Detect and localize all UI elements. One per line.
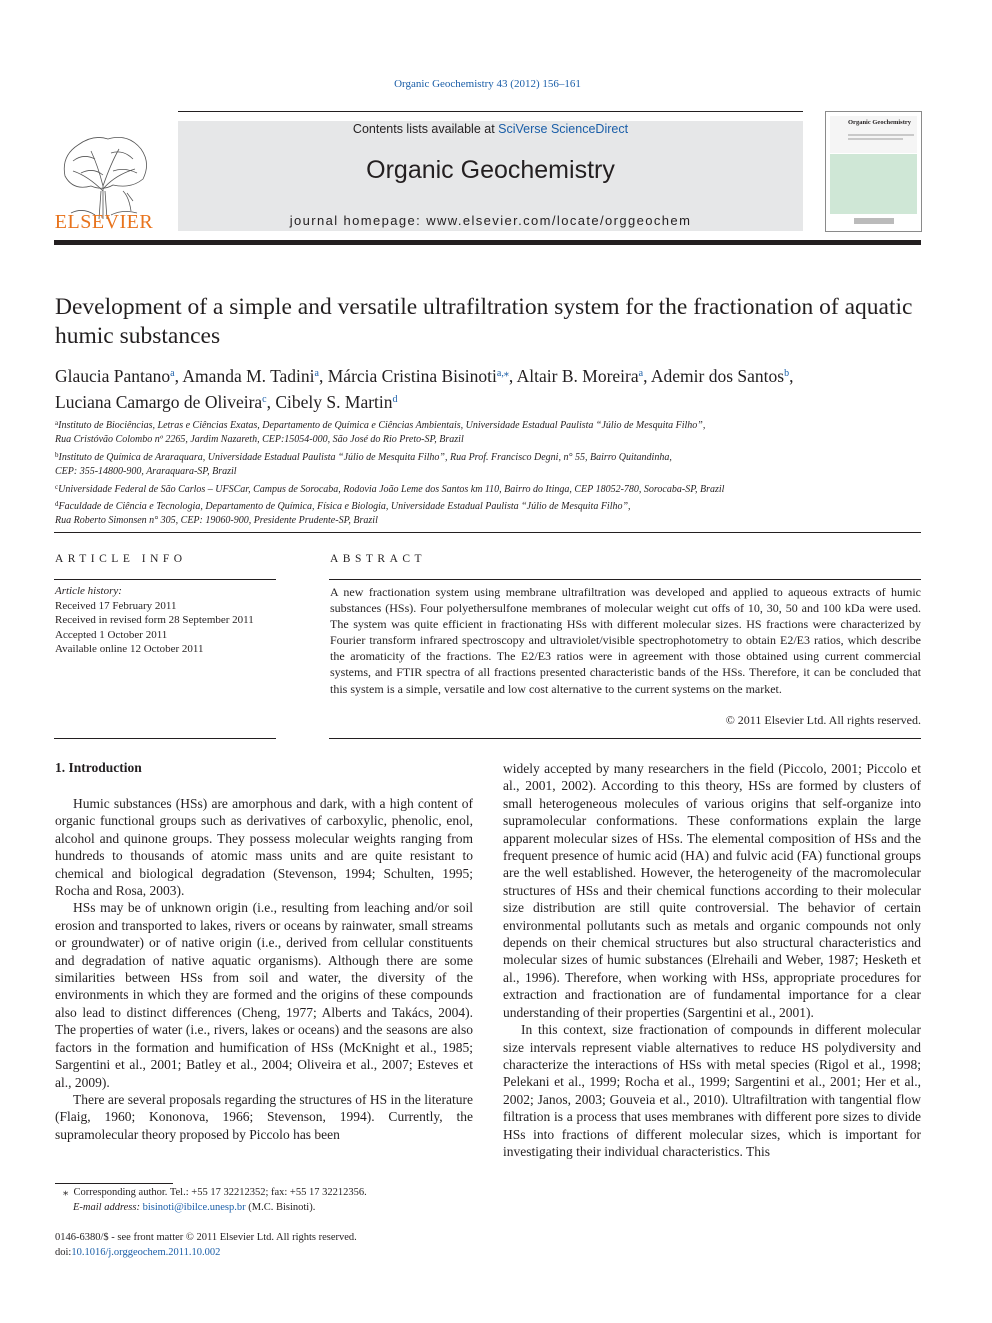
body-paragraph: HSs may be of unknown origin (i.e., resulting from leaching and/or soil erosion and transported to lakes, rivers or oceans by rainwater, small streams or groundwater) or of native origin (i.e., derived from cellular constituents and degradation of native aquatic organisms). Although there are some similarities between HSs from soil and water, the diversity of the environments in which they are formed and the origins of these compounds also lead to distinct differences (Cheng, 1977; Alberts and Takács, 2004). The properties of water (i.e., rivers, lakes or oceans) and the seasons are also factors in the formation and humification of HSs (McKnight et al., 1985; Sargentini et al., 2001; Batley et al., 2004; Oliveira et al., 2007; Esteves et al., 2009). <box>55 900 473 1090</box>
affiliation-mark: a <box>55 419 59 427</box>
article-title: Development of a simple and versatile ultrafiltration system for the fractionation of aquatic humic substances <box>55 294 913 349</box>
journal-reference-link[interactable]: Organic Geochemistry 43 (2012) 156–161 <box>394 78 581 90</box>
cover-green-panel <box>830 154 917 214</box>
sciencedirect-link[interactable]: SciVerse ScienceDirect <box>498 122 629 136</box>
journal-cover-thumbnail[interactable] <box>825 111 922 232</box>
author-separator: , <box>643 366 651 386</box>
author-affiliation-mark[interactable]: a,⁎ <box>496 368 509 379</box>
article-info-rule <box>54 738 276 739</box>
contents-line <box>178 122 803 136</box>
cover-title: Organic Geochemistry <box>848 119 911 126</box>
author-name: Glaucia Pantano <box>55 366 171 386</box>
author-name: Amanda M. Tadini <box>182 366 315 386</box>
email-link[interactable]: bisinoti@ibilce.unesp.br <box>142 1202 246 1213</box>
author-affiliation-mark[interactable]: c <box>262 394 267 405</box>
history-item: Received in revised form 28 September 2011 <box>55 614 254 626</box>
author-list <box>55 362 925 414</box>
author-affiliation-mark[interactable]: a <box>170 368 175 379</box>
email-label: E-mail address: <box>73 1202 140 1213</box>
affiliation-mark: b <box>55 450 59 459</box>
body-paragraph: widely accepted by many researchers in the field (Piccolo, 2001; Piccolo et al., 2001, 2002). According to this theory, HSs are formed by clusters of small heterogeneous molecules of various origins that self-organize into supramolecular conformations. These conformations explain the large apparent molecular sizes of HSs. The elemental composition of HSs and the frequent presence of humic acid (HA) and fulvic acid (FA) functional groups are the well established. However, the heterogeneity of the macromolecular structures of HSs and their chemical functions according to their molecular size distribution are still quite controversial. The behavior of certain environmental pollutants such as metals and organic compounds not only depends on their chemical structures but also structural characteristics and molecular sizes of humic substances (Elrehaili and Weber, 1987; Hesketh et al., 1996). Therefore, when working with HSs, appropriate procedures for extraction and fractionation are of fundamental importance for a clear understanding of their properties (Sargentini et al., 2001). <box>503 761 921 1020</box>
affiliation-line: $^d$Faculdade de Ciência e Tecnologia, Departamento de Química, Física e Biologia, Universidade Estadual Paulista “Júlio de Mesquita Filho”, <box>55 500 631 513</box>
page-footer <box>55 1230 475 1260</box>
top-rule <box>178 111 803 112</box>
author-name: Cibely S. Martin <box>275 392 393 412</box>
article-info-rule <box>54 579 276 580</box>
author-separator: , <box>266 392 276 412</box>
cover-subline <box>848 134 914 136</box>
history-item: Available online 12 October 2011 <box>55 643 204 655</box>
elsevier-wordmark: ELSEVIER <box>54 211 154 233</box>
history-item: Received 17 February 2011 <box>55 599 177 612</box>
author-affiliation-mark[interactable]: a <box>638 368 644 379</box>
section-rule <box>54 532 921 533</box>
cover-subline <box>848 138 903 140</box>
affiliations <box>55 416 925 529</box>
body-column-left <box>55 795 473 1143</box>
abstract-rule <box>329 738 921 739</box>
doi-label: doi: <box>55 1247 72 1258</box>
affiliation-line: $^b$Instituto de Química de Araraquara, Universidade Estadual Paulista “Júlio de Mesquita Filho”, Rua Prof. Francisco Degni, n° 55, Bairro Quitandinha, <box>55 450 672 463</box>
corresponding-author: Corresponding author. Tel.: +55 17 32212352; fax: +55 17 32212356. <box>73 1187 367 1198</box>
abstract-heading: ABSTRACT <box>330 553 427 565</box>
author-separator: , <box>508 366 517 386</box>
author-affiliation-mark[interactable]: b <box>784 368 790 379</box>
issn-line: 0146-6380/$ - see front matter © 2011 Elsevier Ltd. All rights reserved. <box>55 1232 357 1243</box>
abstract-rule <box>329 579 921 580</box>
footnote <box>55 1185 475 1215</box>
body-paragraph: There are several proposals regarding the structures of HS in the literature (Flaig, 1960; Kononova, 1966; Stevenson, 1994). Currently, the supramolecular theory proposed by Piccolo has been <box>55 1091 473 1142</box>
affiliation-line: $^c$Universidade Federal de São Carlos – UFSCar, Campus de Sorocaba, Rodovia João Leme dos Santos km 110, Bairro do Itinga, CEP 18052-780, Sorocaba-SP, Brazil <box>55 482 725 495</box>
abstract-text: A new fractionation system using membrane ultrafiltration was developed and applied to aqueous extracts of humic substances (HSs). Four polyethersulfone membranes of molecular weight cut offs of 10, 30, 50 and 100 kDa were used. The system was quite efficient in fractionating HSs with different molecular sizes. HS fractions were characterized by Fourier transform infrared spectroscopy and ultraviolet/visible spectrophotometry to obtain E2/E3 ratios, which describe the aromaticity of the fractions. The E2/E3 ratios were in agreement with those obtained using current commercial systems, and FTIR spectra of all fractions presented characteristic bands of the HSs. Therefore, it can be concluded that this system is a simple, versatile and low cost alternative to the current systems on the market. <box>330 585 921 696</box>
article-info-heading: ARTICLE INFO <box>55 553 187 565</box>
history-item: Accepted 1 October 2011 <box>55 628 168 641</box>
body-paragraph: Humic substances (HSs) are amorphous and dark, with a high content of organic functional groups such as derivatives of carboxylic, phenolic, enol, alcohol and quinone groups. They possess molecular weights ranging from hundreds to thousands of atomic mass units and are quite resistant to chemical and biological degradation (Stevenson, 1994; Schulten, 1995; Rocha and Rosa, 2003). <box>55 796 473 899</box>
author-name: Márcia Cristina Bisinoti <box>327 366 497 386</box>
author-affiliation-mark[interactable]: d <box>392 394 398 405</box>
author-separator: , <box>319 366 328 386</box>
affiliation-mark: d <box>55 500 59 509</box>
header-thick-rule <box>54 240 921 245</box>
article-history <box>55 584 280 657</box>
author-separator: , <box>174 366 183 386</box>
affiliation-mark: c <box>55 482 59 491</box>
abstract-copyright: © 2011 Elsevier Ltd. All rights reserved. <box>725 713 921 727</box>
cover-publisher-mark <box>854 218 894 224</box>
body-column-right <box>503 760 921 1160</box>
affiliation-line: Rua Cristóvão Colombo nº 2265, Jardim Nazareth, CEP:15054-000, São José do Rio Preto-SP, Brazil <box>55 434 464 446</box>
doi-link[interactable]: 10.1016/j.orggeochem.2011.10.002 <box>71 1247 221 1258</box>
affiliation-line: $^a$Instituto de Biociências, Letras e Ciências Exatas, Departamento de Química e Ciências Ambientais, Universidade Estadual Paulista “Júlio de Mesquita Filho”, <box>55 419 706 431</box>
author-name: Ademir dos Santos <box>650 366 785 386</box>
body-paragraph: In this context, size fractionation of compounds in different molecular size intervals represent viable alternatives to reduce HS polydiversity and characterize the interactions of HSs with metal species (Rigol et al., 1998; Pelekani et al., 1999; Rocha et al., 1999; Sargentini et al., 2001; Her et al., 2002; Janos, 2003; Gouveia et al., 2010). Ultrafiltration with tangential flow filtration is a process that uses membranes with different pore sizes to divide HSs into fractions of different molecular sizes, which is important for investigating their individual characteristics. This <box>503 1022 921 1159</box>
author-affiliation-mark[interactable]: a <box>314 368 319 379</box>
email-suffix: (M.C. Bisinoti). <box>248 1202 316 1213</box>
journal-homepage[interactable]: journal homepage: www.elsevier.com/locate/orggeochem <box>289 213 692 228</box>
author-name: Altair B. Moreira <box>516 366 639 386</box>
footnote-mark: ⁎ <box>63 1187 69 1198</box>
author-separator: , <box>789 366 794 386</box>
history-label: Article history: <box>55 585 122 597</box>
affiliation-line: Rua Roberto Simonsen n° 305, CEP: 19060-900, Presidente Prudente-SP, Brazil <box>55 515 378 527</box>
footnote-rule <box>55 1183 173 1184</box>
author-name: Luciana Camargo de Oliveira <box>55 392 263 412</box>
section-heading: 1. Introduction <box>55 760 142 775</box>
contents-prefix: Contents lists available at <box>352 122 499 136</box>
journal-title: Organic Geochemistry <box>366 156 615 184</box>
affiliation-line: CEP: 355-14800-900, Araraquara-SP, Brazil <box>55 466 237 478</box>
